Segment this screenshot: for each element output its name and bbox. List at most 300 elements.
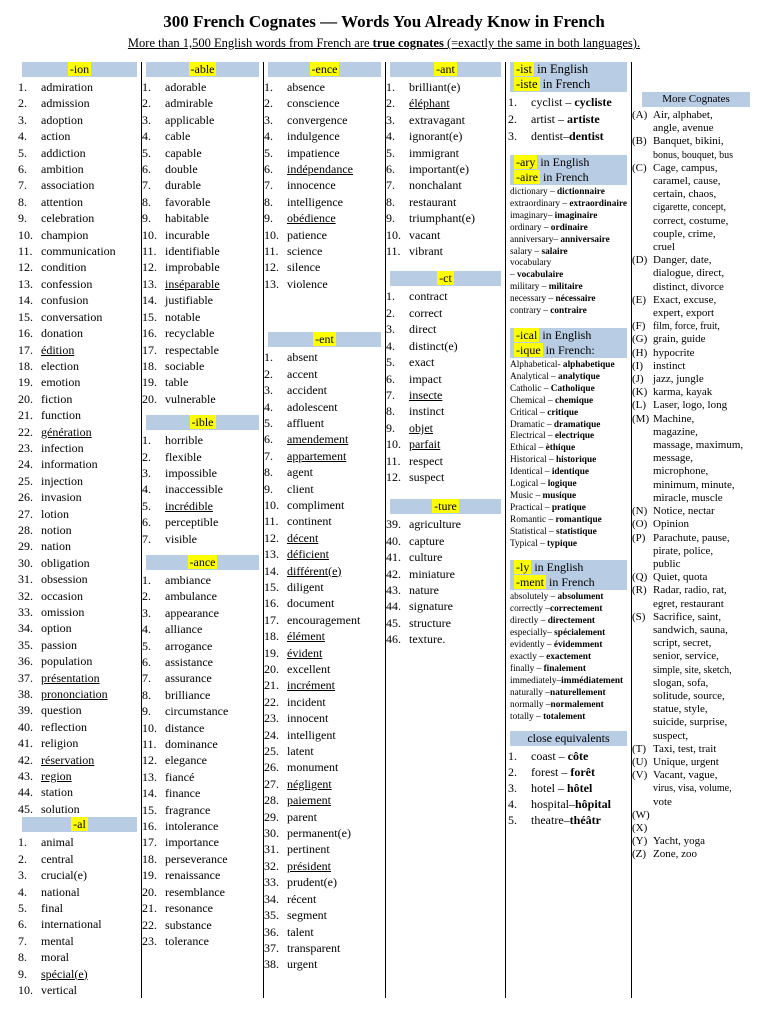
item-word: sociable — [165, 358, 205, 373]
item-word: champion — [41, 227, 89, 242]
item-word: élément — [287, 629, 325, 644]
letter-label: (Q) — [632, 571, 648, 584]
item-word: intelligence — [287, 194, 343, 209]
cognate-words: karma, kayak — [653, 386, 713, 399]
list-item — [18, 440, 141, 456]
letter-label — [632, 267, 653, 280]
more-cognates-line — [632, 532, 766, 545]
ly-label-en: in English — [531, 560, 584, 575]
item-word: alliance — [165, 622, 203, 637]
ary-suffix-en: -ary — [516, 155, 536, 169]
item-english: especially– — [510, 628, 555, 639]
section-ist — [506, 62, 631, 145]
list-item — [142, 309, 263, 325]
list-item — [18, 571, 141, 587]
list-item — [142, 933, 263, 949]
item-number: 42. — [386, 566, 401, 581]
item-number: 37. — [264, 940, 279, 955]
item-english: military – — [510, 282, 549, 293]
list-item — [18, 112, 141, 128]
item-word: elegance — [165, 753, 207, 768]
item-word: notion — [41, 522, 72, 537]
item-number: 7. — [18, 933, 27, 948]
cognate-words: vote — [653, 795, 672, 808]
more-cognates-line — [632, 360, 766, 373]
item-word: action — [41, 129, 71, 144]
list-item — [142, 358, 263, 374]
list-item — [264, 727, 385, 743]
item-word: confession — [41, 276, 93, 291]
item-french: identique — [551, 467, 590, 478]
item-word: parfait — [409, 437, 441, 452]
list-item — [18, 456, 141, 472]
item-number: 14. — [142, 786, 157, 801]
item-french: typique — [547, 538, 578, 549]
list-item — [506, 187, 631, 199]
letter-label: (C) — [632, 161, 647, 174]
item-english: Catholic – — [510, 383, 551, 394]
more-cognates-line — [632, 188, 766, 201]
list-item — [18, 719, 141, 735]
item-word: agriculture — [409, 517, 461, 532]
item-number: 5. — [386, 355, 395, 370]
letter-label: (M) — [632, 412, 650, 425]
more-cognates-line — [632, 386, 766, 399]
list-item — [18, 653, 141, 669]
item-number: 25. — [18, 473, 33, 488]
list-item — [506, 306, 631, 318]
item-word: justifiable — [165, 293, 213, 308]
item-number: 1. — [142, 572, 151, 587]
ct-suffix: -ct — [439, 271, 452, 286]
item-word: inséparable — [165, 276, 220, 291]
item-word: brilliant(e) — [409, 80, 461, 94]
list-item — [264, 710, 385, 726]
item-english: dentist– — [531, 129, 569, 143]
list-item — [506, 628, 631, 640]
list-item — [264, 276, 385, 292]
item-word: spécial(e) — [41, 966, 88, 981]
item-word: moral — [41, 950, 69, 965]
item-word: incrédible — [165, 498, 213, 513]
item-number: 16. — [18, 326, 33, 341]
item-french: directement — [547, 616, 596, 627]
item-word: resemblance — [165, 884, 225, 899]
item-number: 46. — [386, 632, 401, 647]
more-cognates-list — [632, 109, 766, 862]
list-item — [264, 431, 385, 447]
item-french: naturellement — [550, 687, 606, 698]
item-french: hôpital — [575, 797, 612, 812]
item-number: 18. — [264, 629, 279, 644]
item-word: finance — [165, 786, 201, 801]
section-close-equivalents — [506, 731, 631, 828]
item-english: exactly – — [510, 652, 547, 662]
list-item — [18, 784, 141, 800]
item-word: animal — [41, 835, 74, 850]
item-number: 10. — [142, 720, 157, 735]
list-item — [18, 309, 141, 325]
list-item — [506, 604, 631, 616]
list-item — [386, 128, 505, 144]
item-number: 2. — [508, 765, 517, 780]
item-word: accident — [287, 383, 327, 398]
list-item — [386, 227, 505, 243]
item-french: forêt — [570, 765, 595, 780]
letter-label — [632, 228, 653, 241]
cognate-words: Radar, radio, rat, — [653, 584, 727, 597]
item-number: 9. — [264, 211, 273, 226]
list-item — [142, 498, 263, 514]
list-item — [264, 546, 385, 562]
column-ant-ct-ture — [386, 62, 506, 998]
more-cognates-line — [632, 730, 766, 743]
item-number: 35. — [264, 908, 279, 923]
list-item — [142, 687, 263, 703]
item-number: 12. — [18, 260, 33, 275]
list-item — [18, 834, 141, 850]
list-item — [264, 841, 385, 857]
list-item — [142, 752, 263, 768]
cognate-words: Notice, nectar — [653, 505, 715, 518]
list-item — [264, 194, 385, 210]
item-number: 9. — [18, 211, 27, 226]
list-item — [142, 785, 263, 801]
list-item — [18, 489, 141, 505]
cognate-words: Vacant, vague, — [653, 769, 718, 782]
item-english: hotel – — [531, 781, 567, 796]
item-number: 30. — [264, 826, 279, 841]
item-number: 14. — [142, 293, 157, 308]
letter-label — [632, 545, 653, 558]
list-item — [506, 128, 631, 145]
list-item — [18, 161, 141, 177]
item-number: 2. — [18, 851, 27, 866]
letter-label: (E) — [632, 293, 647, 306]
item-word: applicable — [165, 112, 215, 127]
item-pair — [531, 812, 601, 828]
item-number: 1. — [264, 350, 273, 365]
list-item — [18, 686, 141, 702]
letter-label — [632, 730, 653, 743]
item-number: 9. — [386, 420, 395, 435]
item-french: historique — [555, 455, 597, 466]
cognate-words: grain, guide — [653, 333, 706, 346]
ical-label-en: in English — [539, 327, 592, 342]
more-cognates-line — [632, 782, 766, 795]
more-cognates-line — [632, 426, 766, 439]
item-word: texture. — [409, 632, 446, 647]
item-word: différent(e) — [287, 563, 342, 578]
item-number: 3. — [386, 322, 395, 337]
section-ly — [506, 560, 631, 723]
letter-label: (J) — [632, 373, 644, 386]
list-item — [506, 455, 631, 467]
more-cognates-line — [632, 373, 766, 386]
item-word: miniature — [409, 566, 455, 581]
item-number: 37. — [18, 670, 33, 685]
item-number: 14. — [18, 293, 33, 308]
item-word: impatience — [287, 145, 340, 160]
item-number: 6. — [18, 162, 27, 177]
cognate-words: slogan, sofa, — [653, 676, 709, 689]
more-cognates-line — [632, 809, 766, 822]
item-number: 40. — [386, 533, 401, 548]
list-item — [142, 638, 263, 654]
item-word: distinct(e) — [409, 338, 458, 353]
list-item — [264, 612, 385, 628]
item-number: 28. — [264, 793, 279, 808]
item-english: cyclist – — [531, 95, 575, 109]
list-item — [18, 884, 141, 900]
item-word: signature — [409, 599, 453, 614]
item-word: durable — [165, 178, 201, 193]
ct-header — [390, 271, 501, 286]
cognate-words: Unique, urgent — [653, 755, 719, 768]
item-french: electrique — [554, 431, 595, 442]
item-word: resonance — [165, 901, 213, 916]
more-cognates-line — [632, 598, 766, 611]
letter-label — [632, 690, 653, 703]
item-word: crucial(e) — [41, 868, 87, 883]
item-word: double — [165, 162, 198, 177]
item-number: 26. — [264, 760, 279, 775]
list-item — [506, 796, 631, 812]
ly-header-line2 — [514, 575, 627, 590]
ist-suffix-fr: -iste — [516, 77, 538, 91]
list-item — [142, 276, 263, 292]
item-number: 4. — [142, 482, 151, 497]
list-item — [264, 759, 385, 775]
ent-suffix: -ent — [315, 332, 334, 347]
item-number: 12. — [142, 753, 157, 768]
item-number: 1. — [18, 835, 27, 850]
item-number: 44. — [18, 785, 33, 800]
item-number: 11. — [142, 737, 157, 752]
list-item — [506, 384, 631, 396]
item-word: adoption — [41, 112, 83, 127]
item-number: 4. — [264, 399, 273, 414]
list-item — [18, 702, 141, 718]
item-french: ordinaire — [550, 222, 588, 233]
item-word: condition — [41, 260, 87, 275]
letter-label — [632, 426, 653, 439]
section-ant — [386, 62, 505, 259]
item-number: 43. — [386, 582, 401, 597]
list-item — [506, 748, 631, 764]
item-number: 13. — [142, 276, 157, 291]
list-item — [18, 292, 141, 308]
subtitle-bold: true cognates — [372, 36, 444, 50]
letter-label: (B) — [632, 135, 647, 148]
page-title: 300 French Cognates — Words You Already Know in French — [163, 12, 605, 31]
item-word: immigrant — [409, 145, 459, 160]
item-number: 45. — [386, 615, 401, 630]
cognate-words: correct, costume, — [653, 214, 729, 227]
list-item — [142, 900, 263, 916]
cognate-words: simple, site, sketch, — [653, 664, 732, 676]
list-item — [18, 637, 141, 653]
item-word: décent — [287, 530, 319, 545]
list-item — [18, 867, 141, 883]
list-item — [506, 467, 631, 479]
list-item — [264, 259, 385, 275]
cognate-words: senior, service, — [653, 650, 719, 663]
letter-label — [632, 558, 653, 571]
item-word: contract — [409, 289, 448, 304]
item-word: innocent — [287, 711, 329, 726]
list-item — [18, 145, 141, 161]
letter-label: (K) — [632, 386, 648, 399]
letter-label: (O) — [632, 518, 648, 531]
list-item — [264, 382, 385, 398]
item-french: vocabulaire — [516, 270, 564, 281]
letter-label — [632, 188, 653, 201]
item-number: 18. — [142, 851, 157, 866]
letter-label: (I) — [632, 359, 643, 372]
list-item — [264, 530, 385, 546]
cognate-words: certain, chaos, — [653, 188, 717, 201]
item-word: absent — [287, 350, 318, 365]
item-english: Logical – — [510, 479, 548, 490]
cognate-words: Banquet, bikini, — [653, 135, 724, 148]
cognate-words: message, — [653, 452, 694, 465]
item-number: 45. — [18, 801, 33, 816]
list-item — [264, 145, 385, 161]
item-number: 25. — [264, 744, 279, 759]
item-word: agent — [287, 465, 313, 480]
letter-label: (T) — [632, 742, 647, 755]
letter-label — [632, 215, 653, 228]
list-item — [386, 566, 505, 582]
item-word: suspect — [409, 469, 445, 484]
list-item — [506, 688, 631, 700]
letter-label: (S) — [632, 610, 646, 623]
cognate-words: couple, crime, — [653, 227, 716, 240]
list-item — [386, 243, 505, 259]
list-item — [386, 305, 505, 321]
item-number: 5. — [264, 145, 273, 160]
item-french: évidemment — [553, 640, 603, 651]
item-number: 17. — [142, 342, 157, 357]
item-word: pertinent — [287, 842, 330, 857]
item-number: 21. — [18, 408, 33, 423]
cognate-words: Danger, date, — [653, 254, 712, 267]
item-number: 31. — [264, 842, 279, 857]
item-number: 4. — [508, 797, 517, 812]
item-word: favorable — [165, 194, 211, 209]
item-english: Romantic – — [510, 514, 556, 525]
item-number: 20. — [264, 662, 279, 676]
item-french: exactement — [546, 652, 592, 662]
item-word: communication — [41, 244, 116, 259]
more-cognates-line — [632, 347, 766, 360]
list-item — [506, 408, 631, 420]
ical-suffix-fr: -ique — [516, 342, 541, 357]
list-item — [142, 834, 263, 850]
item-french: hôtel — [567, 781, 593, 796]
item-english: Music – — [510, 490, 543, 501]
ion-suffix: -ion — [69, 62, 90, 76]
list-item — [18, 243, 141, 259]
item-word: prononciation — [41, 687, 108, 702]
cognate-words: suicide, surprise, — [653, 716, 728, 729]
list-item — [264, 661, 385, 677]
list-item — [142, 481, 263, 497]
more-cognates-line — [632, 294, 766, 307]
list-item — [264, 464, 385, 480]
list-item — [386, 582, 505, 598]
ist-header — [510, 62, 627, 92]
letter-label — [632, 307, 653, 320]
more-cognates-line — [632, 716, 766, 729]
item-english: Typical – — [510, 538, 548, 549]
item-word: solution — [41, 801, 80, 816]
item-word: obsession — [41, 572, 88, 587]
list-item — [142, 79, 263, 95]
ent-header — [268, 332, 381, 347]
letter-label: (W) — [632, 808, 650, 821]
letter-label — [632, 716, 653, 729]
item-word: présentation — [41, 670, 100, 685]
list-item — [264, 645, 385, 661]
item-word: talent — [287, 924, 314, 939]
cognate-words: Parachute, pause, — [653, 531, 730, 544]
more-cognates-line — [632, 320, 766, 333]
list-item — [264, 776, 385, 792]
list-item — [18, 768, 141, 784]
list-item — [18, 916, 141, 932]
more-cognates-line — [632, 254, 766, 267]
item-number: 9. — [264, 481, 273, 496]
letter-label: (H) — [632, 346, 648, 359]
more-cognates-line — [632, 558, 766, 571]
item-french: militaire — [548, 282, 583, 293]
more-cognates-line — [632, 796, 766, 809]
item-word: exact — [409, 355, 435, 370]
item-number: 6. — [142, 655, 151, 669]
list-item — [386, 469, 505, 485]
item-pair — [531, 111, 600, 128]
ant-suffix: -ant — [436, 62, 455, 76]
item-french: normalement — [550, 699, 604, 710]
item-number: 19. — [18, 375, 33, 390]
ical-header-line1 — [514, 328, 627, 343]
item-word: obligation — [41, 555, 90, 570]
more-cognates-line — [632, 479, 766, 492]
list-item — [386, 354, 505, 370]
list-item — [386, 321, 505, 337]
item-word: election — [41, 358, 79, 373]
cognate-words: film, force, fruit, — [653, 321, 720, 333]
list-item — [264, 825, 385, 841]
list-item — [142, 342, 263, 358]
more-cognates-line — [632, 452, 766, 465]
more-cognates-line — [632, 492, 766, 505]
cognate-words: Cage, campus, — [653, 161, 718, 174]
item-number: 2. — [142, 96, 151, 111]
list-item — [142, 161, 263, 177]
item-word: option — [41, 621, 72, 636]
item-word: prudent(e) — [287, 875, 337, 890]
item-word: admiration — [41, 80, 93, 94]
more-cognates-line — [632, 439, 766, 452]
item-word: client — [287, 481, 314, 496]
item-number: 41. — [18, 736, 33, 751]
item-number: 9. — [18, 966, 27, 981]
item-word: distance — [165, 720, 205, 735]
item-word: tolerance — [165, 933, 209, 948]
